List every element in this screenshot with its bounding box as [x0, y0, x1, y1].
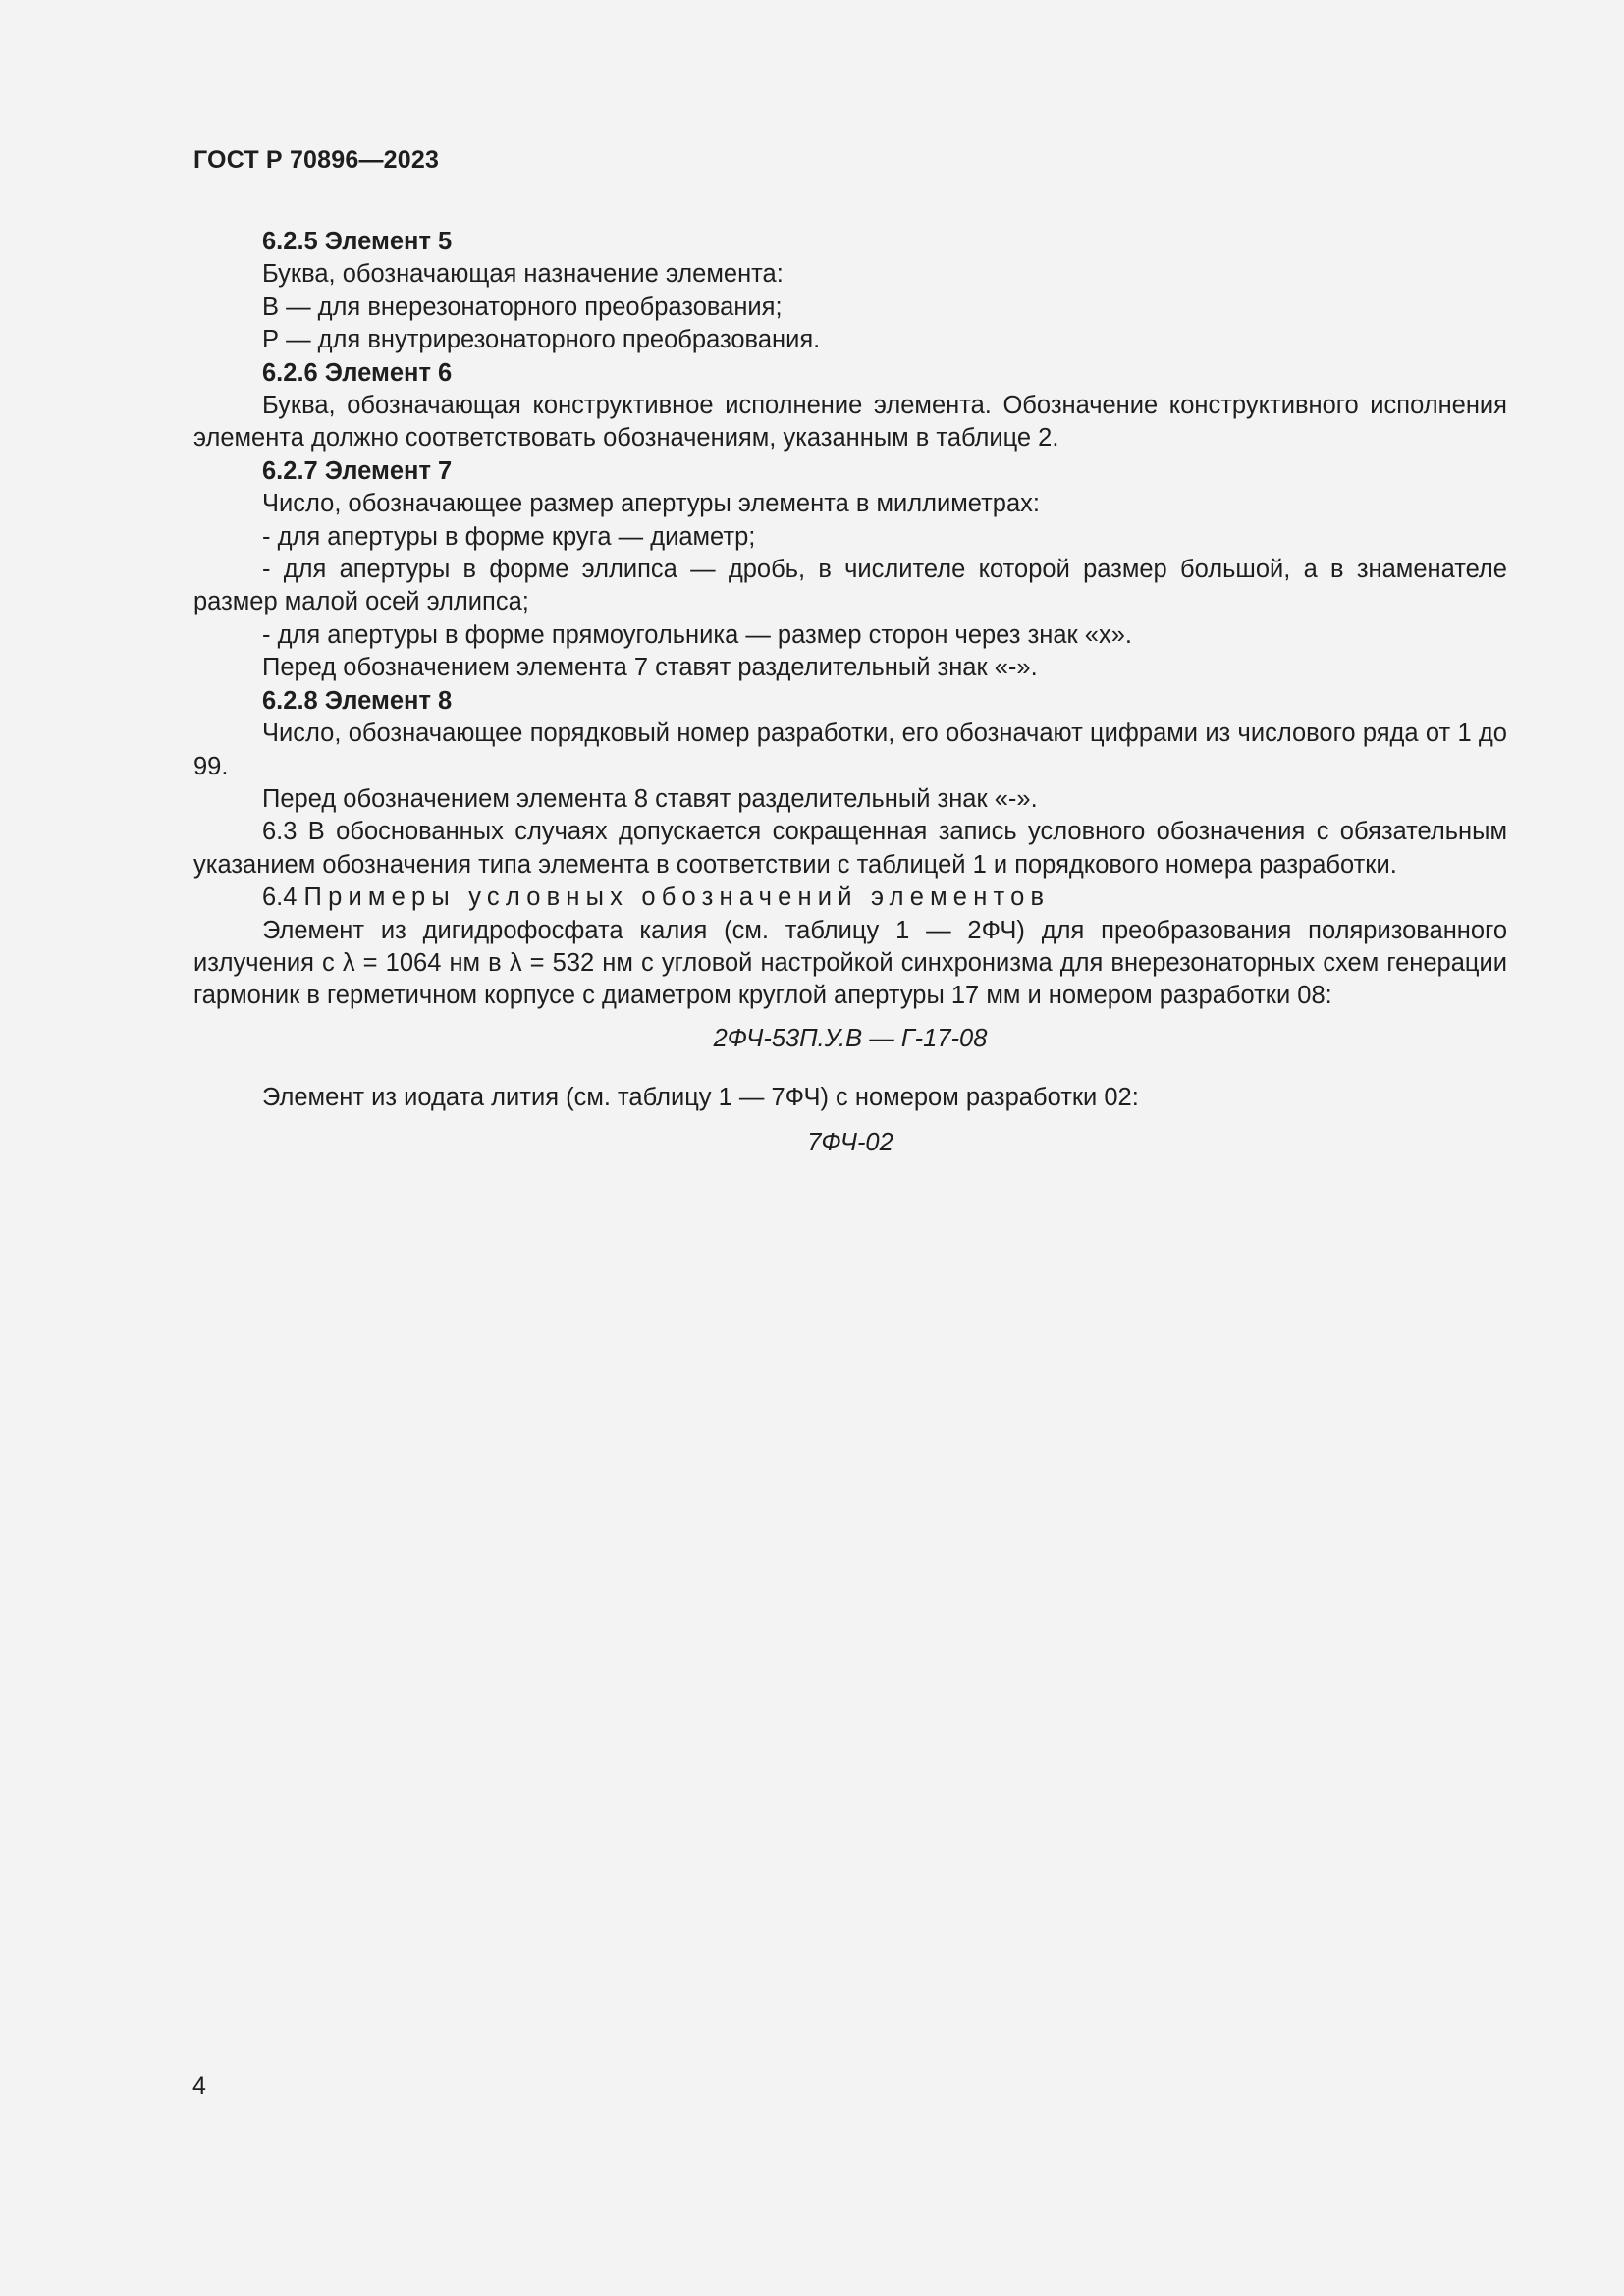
section-6-3-paragraph: 6.3 В обоснованных случаях допускается сокращенная запись условного обозначения с обязательным указанием обозначения типа элемента в соответствии с таблицей 1 и порядкового номера разработки. — [193, 818, 1507, 879]
paragraph: Буква, обозначающая конструктивное исполнение элемента. Обозначение конструктивного исполнения элемента должно соответствовать обозначениям, указанным в таблице 2. — [193, 392, 1507, 453]
page-number: 4 — [192, 2072, 206, 2100]
paragraph: Перед обозначением элемента 8 ставят разделительный знак «-». — [262, 784, 1038, 813]
section-title: Примеры условных обозначений элементов — [303, 883, 1051, 912]
list-item: В — для внерезонаторного преобразования; — [262, 293, 783, 321]
section-6-2-6-heading: 6.2.6 Элемент 6 — [262, 358, 453, 387]
paragraph: Число, обозначающее размер апертуры элемента в миллиметрах: — [262, 490, 1041, 518]
list-item: Р — для внутрирезонаторного преобразования. — [262, 326, 821, 354]
example-paragraph: Элемент из иодата лития (см. таблицу 1 — 7ФЧ) с номером разработки 02: — [262, 1084, 1139, 1112]
list-item: - для апертуры в форме прямоугольника — размер сторон через знак «х». — [262, 620, 1132, 649]
paragraph: Перед обозначением элемента 7 ставят разделительный знак «-». — [262, 654, 1038, 682]
designation-example: 7ФЧ-02 — [807, 1128, 893, 1156]
list-item: - для апертуры в форме круга — диаметр; — [262, 522, 756, 551]
section-6-2-5-heading: 6.2.5 Элемент 5 — [262, 228, 453, 255]
example-paragraph: Элемент из дигидрофосфата калия (см. таблицу 1 — 2ФЧ) для преобразования поляризованного излучения с λ = 1064 нм в λ = 532 нм с угловой настройкой синхронизма для внерезонаторных схем генерации гармоник в герметичном корпусе с диаметром круглой апертуры 17 мм и номером разработки 08: — [193, 916, 1507, 1010]
paragraph: Буква, обозначающая назначение элемента: — [262, 260, 784, 289]
section-6-4-heading — [193, 881, 1507, 914]
list-item: - для апертуры в форме эллипса — дробь, в числителе которой размер большой, а в знаменателе размер малой осей эллипса; — [193, 556, 1507, 616]
standard-header: ГОСТ Р 70896—2023 — [193, 146, 440, 174]
section-6-2-8-heading: 6.2.8 Элемент 8 — [262, 686, 453, 715]
section-number: 6.4 — [262, 883, 298, 912]
section-6-2-7-heading: 6.2.7 Элемент 7 — [262, 456, 453, 485]
designation-example: 2ФЧ-53П.У.В — Г-17-08 — [713, 1024, 988, 1052]
document-body — [193, 226, 1507, 1186]
paragraph: Число, обозначающее порядковый номер разработки, его обозначают цифрами из числового ряда от 1 до 99. — [193, 720, 1507, 780]
